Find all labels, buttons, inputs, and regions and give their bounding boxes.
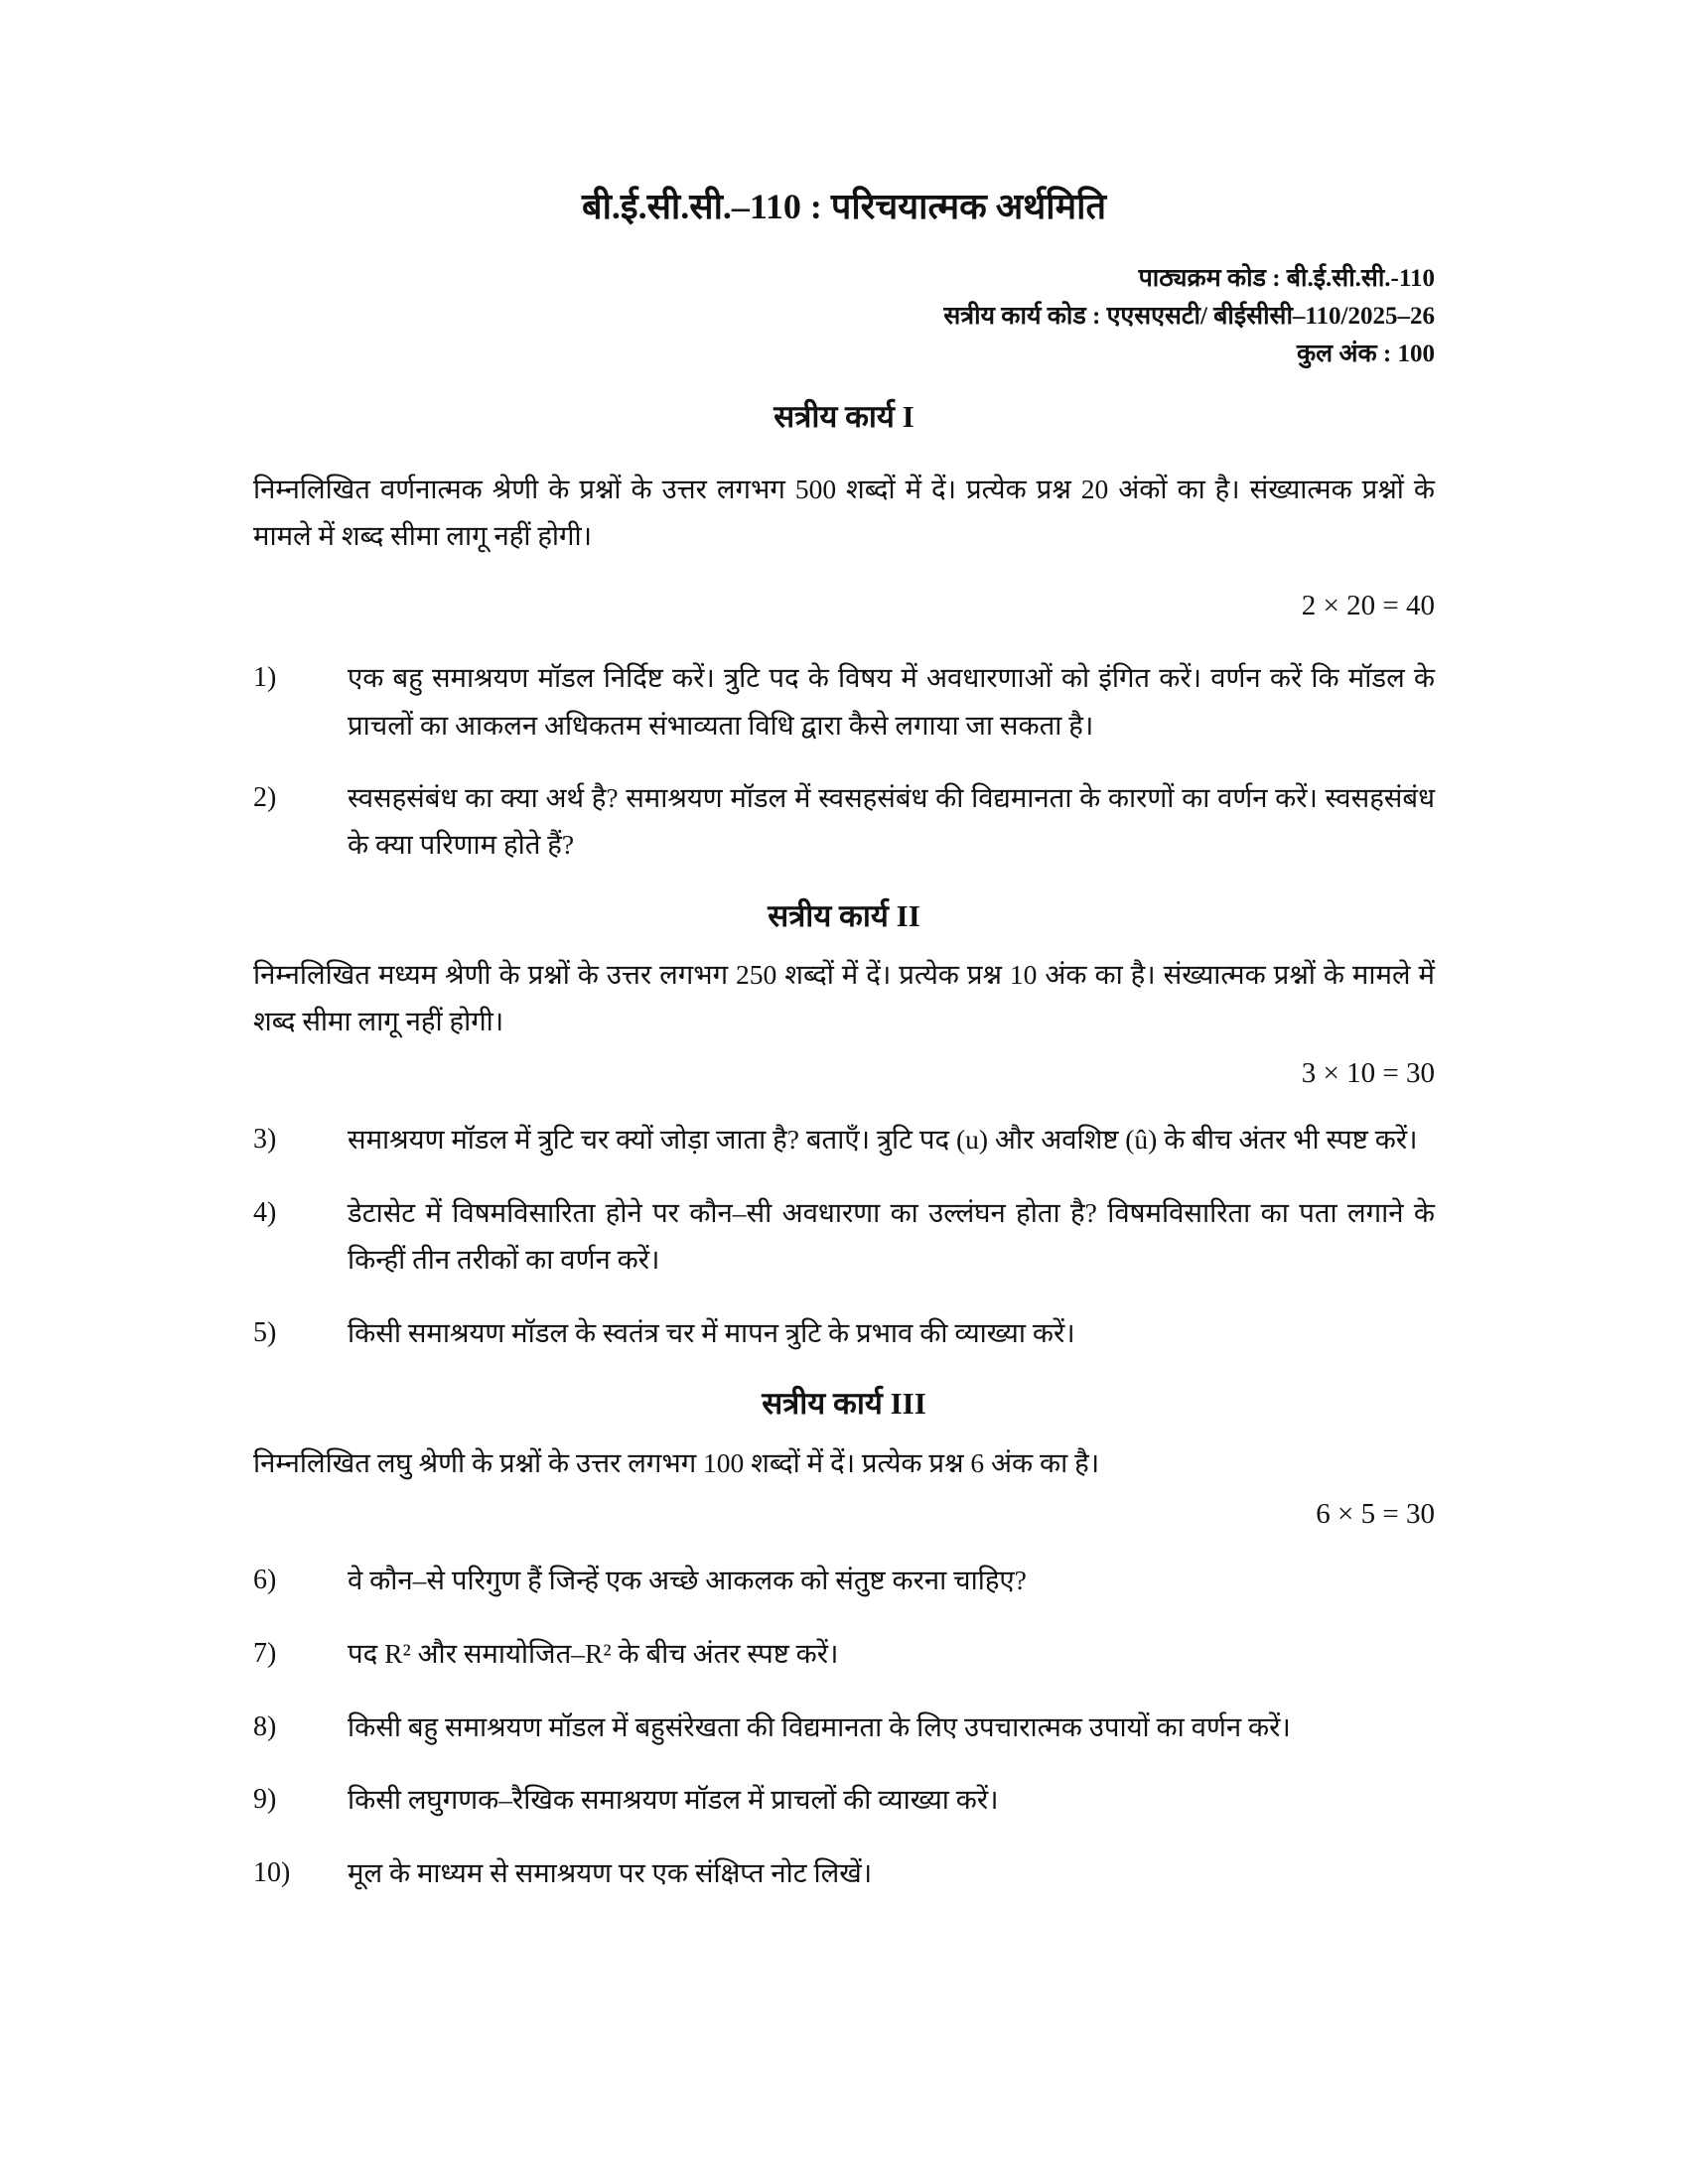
question-text: किसी लघुगणक–रैखिक समाश्रयण मॉडल में प्राचलों की व्याख्या करें। (348, 1784, 999, 1816)
question-row (253, 1309, 1435, 1357)
question-number: 1) (253, 662, 277, 694)
course-code-line: पाठ्यक्रम कोड : बी.ई.सी.सी.-110 (1138, 264, 1435, 292)
section-2-marks-formula: 3 × 10 = 30 (1301, 1056, 1435, 1089)
question-row (253, 1776, 1435, 1824)
total-marks-line: कुल अंक : 100 (1296, 340, 1435, 367)
question-row (253, 654, 1435, 749)
question-row (253, 1189, 1435, 1284)
question-number: 10) (253, 1856, 291, 1888)
question-number: 5) (253, 1316, 277, 1348)
section-1-marks-formula: 2 × 20 = 40 (1301, 589, 1435, 621)
question-row (253, 1116, 1435, 1163)
question-text: स्वसहसंबंध का क्या अर्थ है? समाश्रयण मॉडल में स्वसहसंबंध की विद्यमानता के कारणों का वर्णन करें। स्वसहसंबंध के क्या परिणाम होते हैं? (348, 782, 1435, 861)
page-title: बी.ई.सी.सी.–110 : परिचयात्मक अर्थमिति (582, 187, 1106, 226)
question-text: पद R² और समायोजित–R² के बीच अंतर स्पष्ट करें। (348, 1638, 839, 1670)
question-number: 7) (253, 1638, 277, 1670)
question-text: समाश्रयण मॉडल में त्रुटि चर क्यों जोड़ा जाता है? बताएँ। त्रुटि पद (u) और अवशिष्ट (û) के बीच अंतर भी स्पष्ट करें। (348, 1124, 1418, 1156)
question-row (253, 774, 1435, 869)
question-text: मूल के माध्यम से समाश्रयण पर एक संक्षिप्त नोट लिखें। (348, 1856, 873, 1888)
question-number: 3) (253, 1124, 277, 1156)
question-row (253, 1849, 1435, 1897)
question-text: डेटासेट में विषमविसारिता होने पर कौन–सी अवधारणा का उल्लंघन होता है? विषमविसारिता का पता लगाने के किन्हीं तीन तरीकों का वर्णन करें। (348, 1196, 1435, 1276)
course-info-block (253, 260, 1435, 373)
question-text: किसी समाश्रयण मॉडल के स्वतंत्र चर में मापन त्रुटि के प्रभाव की व्याख्या करें। (348, 1316, 1075, 1348)
question-number: 8) (253, 1710, 277, 1742)
question-number: 6) (253, 1565, 277, 1596)
question-number: 2) (253, 782, 277, 814)
question-row (253, 1557, 1435, 1604)
section-3-marks-formula: 6 × 5 = 30 (1316, 1497, 1435, 1530)
section-3-instructions: निम्नलिखित लघु श्रेणी के प्रश्नों के उत्तर लगभग 100 शब्दों में दें। प्रत्येक प्रश्न 6 अंक का है। (253, 1446, 1100, 1478)
section-1-instructions: निम्नलिखित वर्णनात्मक श्रेणी के प्रश्नों के उत्तर लगभग 500 शब्दों में दें। प्रत्येक प्रश्न 20 अंकों का है। संख्यात्मक प्रश्नों के मामले में शब्द सीमा लागू नहीं होगी। (253, 474, 1435, 552)
question-text: वे कौन–से परिगुण हैं जिन्हें एक अच्छे आकलक को संतुष्ट करना चाहिए? (348, 1565, 1027, 1596)
question-number: 9) (253, 1784, 277, 1816)
question-row (253, 1704, 1435, 1751)
section-heading-2: सत्रीय कार्य II (768, 897, 920, 933)
question-text: किसी बहु समाश्रयण मॉडल में बहुसंरेखता की विद्यमानता के लिए उपचारात्मक उपायों का वर्णन करें। (348, 1710, 1291, 1742)
question-number: 4) (253, 1196, 277, 1228)
section-heading-3: सत्रीय कार्य III (762, 1386, 926, 1422)
section-2-instructions: निम्नलिखित मध्यम श्रेणी के प्रश्नों के उत्तर लगभग 250 शब्दों में दें। प्रत्येक प्रश्न 10 अंक का है। संख्यात्मक प्रश्नों के मामले में शब्द सीमा लागू नहीं होगी। (253, 959, 1435, 1037)
question-row (253, 1630, 1435, 1678)
assignment-code-line: सत्रीय कार्य कोड : एएसएसटी/ बीईसीसी–110/2025–26 (943, 302, 1435, 330)
question-text: एक बहु समाश्रयण मॉडल निर्दिष्ट करें। त्रुटि पद के विषय में अवधारणाओं को इंगित करें। वर्णन करें कि मॉडल के प्राचलों का आकलन अधिकतम संभाव्यता विधि द्वारा कैसे लगाया जा सकता है। (348, 662, 1435, 741)
section-heading-1: सत्रीय कार्य I (774, 398, 914, 434)
